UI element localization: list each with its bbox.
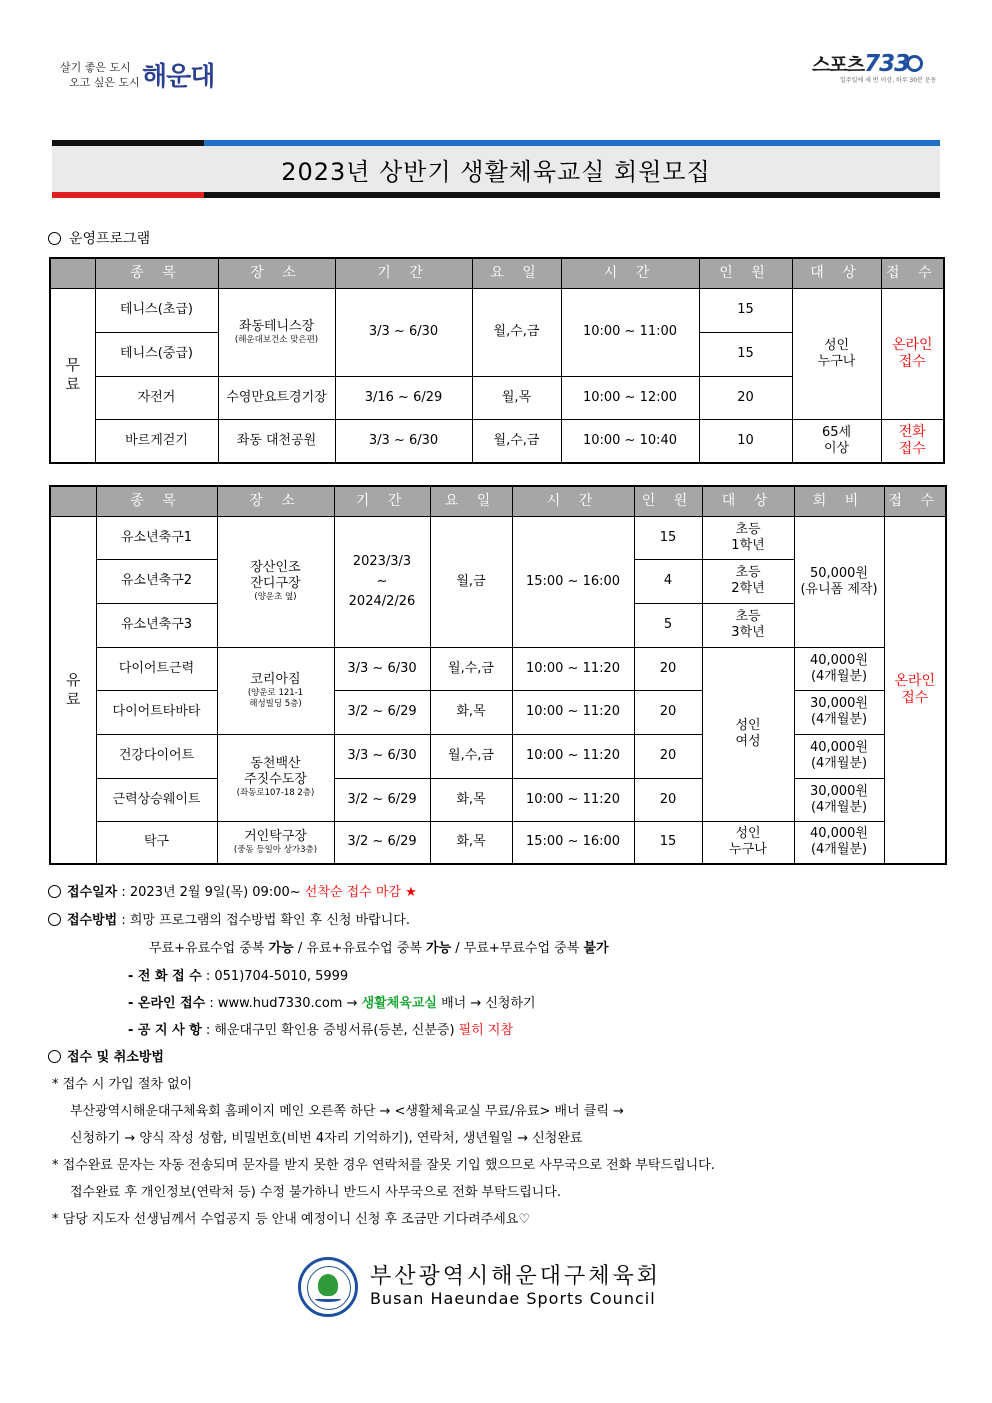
header-cell: 인 원 <box>699 258 792 288</box>
program-target: 성인 누구나 <box>792 288 881 419</box>
haeundae-logo <box>60 56 240 98</box>
program-name: 테니스(초급) <box>95 288 218 332</box>
guide-line: * 접수완료 문자는 자동 전송되며 문자를 받지 못한 경우 연락처를 잘못 기입 했으므로 사무국으로 전화 부탁드립니다. <box>52 1158 715 1173</box>
program-time: 15:00 ~ 16:00 <box>512 821 634 864</box>
guide-line: * 접수 시 가입 절차 없이 <box>52 1077 193 1092</box>
program-period: 3/2 ~ 6/29 <box>334 821 430 864</box>
program-time: 10:00 ~ 11:20 <box>512 647 634 690</box>
guide-line: 부산광역시해운대구체육회 홈페이지 메인 오른쪽 하단 → <생활체육교실 무료/유료> 배너 클릭 → <box>70 1104 624 1119</box>
program-count: 4 <box>634 559 702 603</box>
program-fee: 30,000원 (4개월분) <box>794 778 884 821</box>
header-cell: 회 비 <box>794 486 884 516</box>
program-time: 10:00 ~ 10:40 <box>561 419 699 463</box>
sports-logo-number: 733 <box>864 51 910 77</box>
header-blank <box>50 258 95 288</box>
header-cell: 장 소 <box>217 486 334 516</box>
cancel-label: 접수 및 취소방법 <box>67 1050 164 1065</box>
program-time: 10:00 ~ 11:20 <box>512 778 634 821</box>
program-name: 다이어트타바타 <box>96 690 217 734</box>
category-free: 무 료 <box>50 288 95 463</box>
program-fee: 40,000원 (4개월분) <box>794 734 884 778</box>
date-label: 접수일자 <box>67 885 118 900</box>
header-cell: 요 일 <box>430 486 512 516</box>
circle-bullet-icon <box>48 232 61 245</box>
program-time: 10:00 ~ 11:20 <box>512 690 634 734</box>
program-time: 10:00 ~ 12:00 <box>561 376 699 419</box>
combo-row: 무료+유료수업 중복 가능 / 유료+유료수업 중복 가능 / 무료+무료수업 중복 불가 <box>149 941 609 956</box>
program-fee: 50,000원 (유니폼 제작) <box>794 516 884 647</box>
program-time: 15:00 ~ 16:00 <box>512 516 634 647</box>
header-cell: 종 목 <box>95 258 218 288</box>
method-label: 접수방법 <box>67 913 118 928</box>
paid-program-table <box>49 485 947 865</box>
ring-icon <box>906 55 923 72</box>
header-cell: 대 상 <box>702 486 794 516</box>
receipt-phone: 전화 접수 <box>881 419 944 463</box>
program-days: 월,수,금 <box>430 734 512 778</box>
title-banner <box>52 140 940 198</box>
header-cell: 접 수 <box>881 258 944 288</box>
header-cell: 장 소 <box>218 258 335 288</box>
date-row <box>48 881 417 900</box>
header-cell: 종 목 <box>96 486 217 516</box>
program-days: 화,목 <box>430 778 512 821</box>
program-place: 좌동테니스장 (해운대보건소 맞은편) <box>218 288 335 376</box>
header-cell: 시 간 <box>512 486 634 516</box>
program-count: 10 <box>699 419 792 463</box>
phone-row <box>128 965 348 984</box>
circle-bullet-icon <box>48 885 61 898</box>
program-name: 바르게걷기 <box>95 419 218 463</box>
footer-organization <box>298 1255 698 1317</box>
program-target: 성인 여성 <box>702 647 794 821</box>
phone-label: - 전 화 접 수 <box>128 969 202 984</box>
table-header-row <box>50 486 946 516</box>
org-name-korean: 부산광역시해운대구체육회 <box>370 1264 662 1289</box>
program-name: 유소년축구3 <box>96 603 217 647</box>
cancel-heading <box>48 1046 164 1065</box>
sports-tagline: 일주일에 세 번 이상, 하루 30분 운동 <box>840 77 937 84</box>
program-target: 초등 3학년 <box>702 603 794 647</box>
program-period: 3/3 ~ 6/30 <box>334 647 430 690</box>
table-row <box>50 778 946 821</box>
table-header-row <box>50 258 944 288</box>
program-count: 15 <box>634 516 702 559</box>
method-value: : 희망 프로그램의 접수방법 확인 후 신청 바랍니다. <box>117 913 410 928</box>
program-days: 월,수,금 <box>430 647 512 690</box>
header-cell: 요 일 <box>472 258 561 288</box>
program-name: 유소년축구1 <box>96 516 217 559</box>
program-count: 20 <box>634 778 702 821</box>
program-time: 10:00 ~ 11:00 <box>561 288 699 376</box>
program-count: 15 <box>699 288 792 332</box>
program-name: 유소년축구2 <box>96 559 217 603</box>
program-place: 수영만요트경기장 <box>218 376 335 419</box>
program-days: 월,수,금 <box>472 419 561 463</box>
program-name: 근력상승웨이트 <box>96 778 217 821</box>
guide-line: * 담당 지도자 선생님께서 수업공지 등 안내 예정이니 신청 후 조금만 기다려주세요♡ <box>52 1212 531 1227</box>
table-row <box>50 821 946 864</box>
program-name: 다이어트근력 <box>96 647 217 690</box>
header-cell: 접 수 <box>884 486 946 516</box>
program-name: 건강다이어트 <box>96 734 217 778</box>
program-name: 탁구 <box>96 821 217 864</box>
program-days: 월,수,금 <box>472 288 561 376</box>
guide-line: 신청하기 → 양식 작성 성함, 비밀번호(비번 4자리 기억하기), 연락처, 생년월일 → 신청완료 <box>70 1131 583 1146</box>
online-banner-link[interactable]: 생활체육교실 <box>361 996 437 1011</box>
program-target: 초등 2학년 <box>702 559 794 603</box>
program-period: 3/2 ~ 6/29 <box>334 778 430 821</box>
notice-row: - 공 지 사 항 : 해운대구민 확인용 증빙서류(등본, 신분증) 필히 지참 <box>128 1023 514 1038</box>
program-count: 20 <box>634 734 702 778</box>
program-period: 3/3 ~ 6/30 <box>335 288 472 376</box>
program-count: 5 <box>634 603 702 647</box>
header-cell: 시 간 <box>561 258 699 288</box>
category-paid: 유 료 <box>50 516 96 864</box>
program-period: 3/3 ~ 6/30 <box>335 419 472 463</box>
program-days: 월,목 <box>472 376 561 419</box>
header-cell: 기 간 <box>334 486 430 516</box>
date-value: : 2023년 2월 9일(목) 09:00~ <box>117 885 305 900</box>
header-blank <box>50 486 96 516</box>
program-count: 20 <box>699 376 792 419</box>
brand-wordmark: 해운대 <box>142 62 215 92</box>
program-period: 3/2 ~ 6/29 <box>334 690 430 734</box>
org-name-english: Busan Haeundae Sports Council <box>370 1289 656 1308</box>
program-period: 3/3 ~ 6/30 <box>334 734 430 778</box>
program-fee: 40,000원 (4개월분) <box>794 647 884 690</box>
notice-red: 필히 지참 <box>458 1023 514 1038</box>
circle-bullet-icon <box>48 913 61 926</box>
council-emblem-icon <box>298 1257 358 1317</box>
circle-bullet-icon <box>48 1050 61 1063</box>
header-cell: 인 원 <box>634 486 702 516</box>
online-label: - 온라인 접수 <box>128 996 206 1011</box>
program-count: 20 <box>634 690 702 734</box>
slogan-line-2: 오고 싶은 도시 <box>69 76 140 89</box>
program-count: 15 <box>699 332 792 376</box>
program-place: 좌동 대천공원 <box>218 419 335 463</box>
table-row <box>50 647 946 690</box>
receipt-online: 온라인 접수 <box>881 288 944 419</box>
section-program-label: 운영프로그램 <box>69 231 151 247</box>
table-row <box>50 734 946 778</box>
online-row: - 온라인 접수 : www.hud7330.com → 생활체육교실 배너 → 신청하기 <box>128 996 536 1011</box>
table-row <box>50 690 946 734</box>
slogan-line-1: 살기 좋은 도시 <box>60 61 131 74</box>
program-fee: 30,000원 (4개월분) <box>794 690 884 734</box>
program-name: 테니스(중급) <box>95 332 218 376</box>
notice-label: - 공 지 사 항 <box>128 1023 202 1038</box>
program-days: 화,목 <box>430 690 512 734</box>
table-row <box>50 516 946 559</box>
section-program-heading <box>48 228 150 248</box>
program-place: 코리아짐 (양운로 121-1 해성빌딩 5층) <box>217 647 334 734</box>
program-period: 2023/3/3 ~ 2024/2/26 <box>334 516 430 647</box>
page-title: 2023년 상반기 생활체육교실 회원모집 <box>52 146 940 192</box>
program-count: 20 <box>634 647 702 690</box>
sports7330-logo <box>812 50 947 95</box>
program-count: 15 <box>634 821 702 864</box>
guide-line: 접수완료 후 개인정보(연락처 등) 수정 불가하니 반드시 사무국으로 전화 부탁드립니다. <box>70 1185 561 1200</box>
method-row <box>48 909 410 928</box>
program-place: 거인탁구장 (중동 등일아 상가3층) <box>217 821 334 864</box>
program-period: 3/16 ~ 6/29 <box>335 376 472 419</box>
program-days: 화,목 <box>430 821 512 864</box>
program-time: 10:00 ~ 11:20 <box>512 734 634 778</box>
program-place: 장산인조 잔디구장 (양운초 옆) <box>217 516 334 647</box>
phone-value: : 051)704-5010, 5999 <box>201 969 349 984</box>
star-icon: ★ <box>405 885 417 900</box>
program-target: 65세 이상 <box>792 419 881 463</box>
program-target: 초등 1학년 <box>702 516 794 559</box>
program-fee: 40,000원 (4개월분) <box>794 821 884 864</box>
table-row <box>50 288 944 332</box>
slogan <box>60 60 140 90</box>
receipt-online: 온라인 접수 <box>884 516 946 864</box>
date-note: 선착순 접수 마감 <box>304 885 401 900</box>
program-name: 자전거 <box>95 376 218 419</box>
program-target: 성인 누구나 <box>702 821 794 864</box>
program-place: 동천백산 주짓수도장 (좌동로107-18 2층) <box>217 734 334 821</box>
header-cell: 대 상 <box>792 258 881 288</box>
header-cell: 기 간 <box>335 258 472 288</box>
table-row <box>50 419 944 463</box>
program-days: 월,금 <box>430 516 512 647</box>
sports-logo-text: 스포츠 <box>812 54 865 76</box>
free-program-table <box>49 257 945 464</box>
